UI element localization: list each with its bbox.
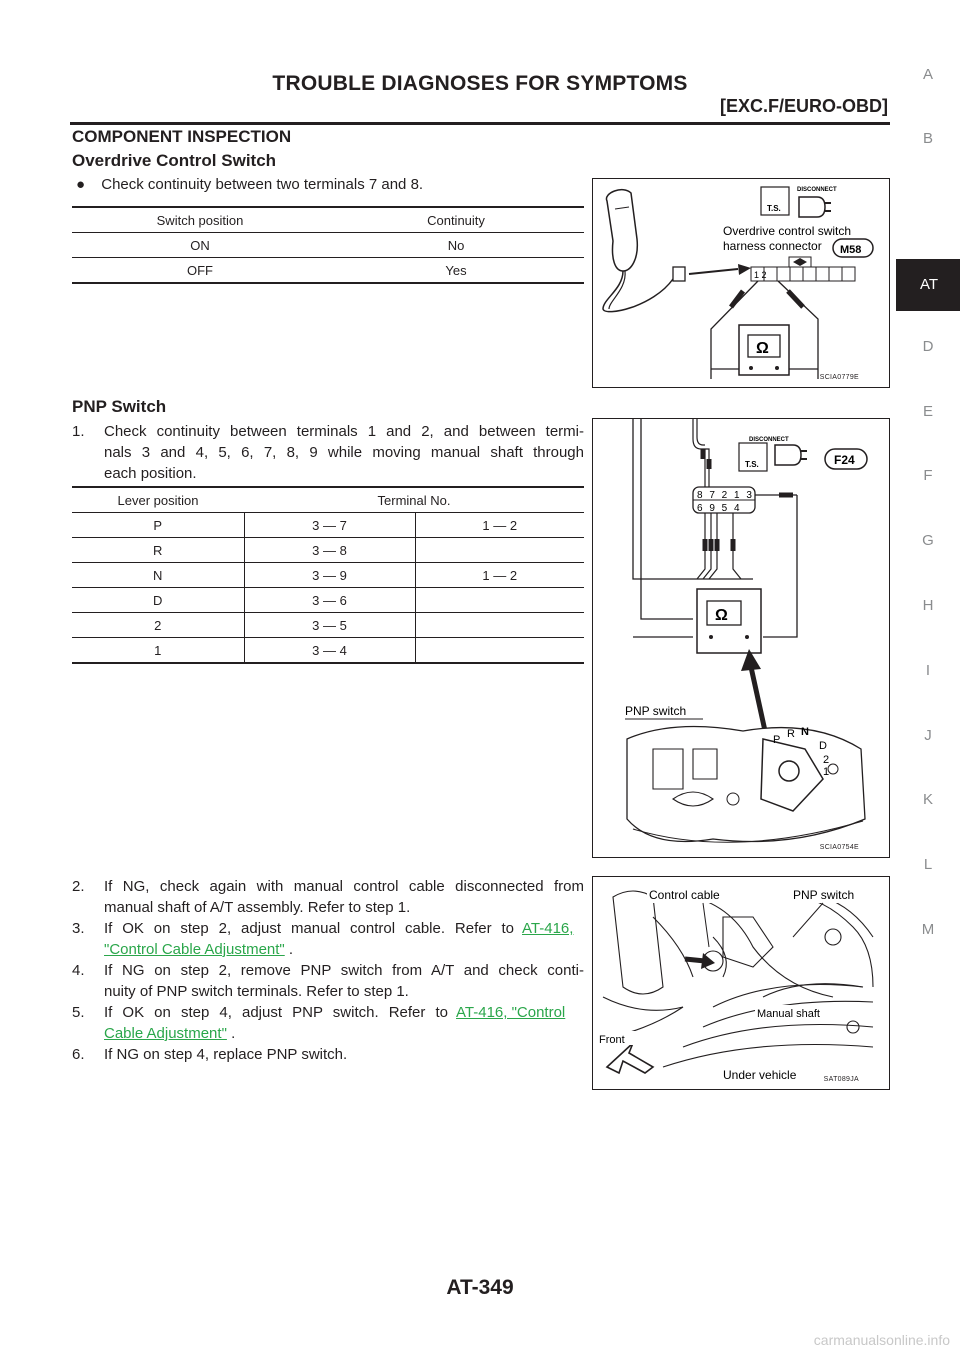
tab-f[interactable]: F	[923, 467, 933, 484]
connector-m58: M58	[840, 244, 862, 256]
tab-d[interactable]: D	[922, 338, 934, 355]
table-cell: 1 — 2	[415, 513, 584, 538]
table-cell: 3 — 8	[244, 538, 415, 563]
table-cell: N	[72, 563, 244, 588]
table-header-lever-position: Lever position	[72, 487, 244, 513]
step-5-number: 5.	[72, 1004, 85, 1021]
table-cell: 3 — 4	[244, 638, 415, 664]
label-under-vehicle: Under vehicle	[723, 1068, 797, 1082]
table-row	[72, 233, 584, 258]
table-cell: R	[72, 538, 244, 563]
step-2-number: 2.	[72, 878, 85, 895]
tab-j[interactable]: J	[924, 727, 932, 744]
step-1-line-1: Check continuity between terminals 1 and 2, and between termi-	[104, 423, 584, 440]
table-cell	[415, 588, 584, 613]
table-cell	[415, 638, 584, 664]
step-5-line-2	[104, 1023, 235, 1044]
pnp-switch-table	[72, 486, 584, 664]
step-5-link-title[interactable]: Cable Adjustment"	[104, 1025, 227, 1042]
table-row	[72, 563, 584, 588]
table-cell: ON	[72, 233, 328, 258]
control-cable-figure	[592, 876, 890, 1090]
table-cell: 2	[72, 613, 244, 638]
od-switch-bullet	[76, 176, 423, 193]
table-row	[72, 258, 584, 284]
label-front: Front	[599, 1034, 625, 1046]
od-switch-diagram	[593, 179, 889, 387]
table-cell: P	[72, 513, 244, 538]
step-1-line-3: each position.	[104, 465, 197, 482]
od-label-2: harness connector	[723, 239, 822, 253]
label-manual-shaft: Manual shaft	[757, 1008, 820, 1020]
step-5-line-1: If OK on step 4, adjust PNP switch. Refer to	[104, 1004, 448, 1021]
step-4-line-2: nuity of PNP switch terminals. Refer to step 1.	[104, 983, 409, 1000]
step-2-line-1: If NG, check again with manual control cable disconnected from	[104, 878, 584, 895]
od-switch-table	[72, 206, 584, 284]
step-3-line-2	[104, 939, 293, 960]
figure-code: SAT089JA	[823, 1076, 859, 1083]
table-cell: No	[328, 233, 584, 258]
table-header-switch-position: Switch position	[72, 207, 328, 233]
pnp-switch-title: PNP Switch	[72, 397, 167, 416]
table-cell: 1	[72, 638, 244, 664]
step-3-tail: .	[284, 941, 294, 958]
tab-b[interactable]: B	[922, 130, 933, 147]
ohm-meter-icon-2: Ω	[715, 607, 728, 624]
table-row	[72, 513, 584, 538]
label-pnp-switch: PNP switch	[793, 888, 855, 902]
pos-p: P	[773, 734, 781, 746]
step-5-tail: .	[226, 1025, 236, 1042]
pins-bottom-row: 6 9 5 4	[697, 503, 742, 514]
table-cell: D	[72, 588, 244, 613]
page-header-subtitle: [EXC.F/EURO-OBD]	[720, 96, 888, 116]
table-row	[72, 538, 584, 563]
section-title: COMPONENT INSPECTION	[72, 127, 292, 146]
pnp-switch-diagram	[593, 419, 889, 857]
table-header-continuity: Continuity	[328, 207, 584, 233]
table-cell: 3 — 5	[244, 613, 415, 638]
pins-top-row: 8 7 2 1 3	[697, 490, 754, 501]
pnp-switch-figure	[592, 418, 890, 858]
step-4-number: 4.	[72, 962, 85, 979]
od-switch-figure	[592, 178, 890, 388]
tab-i[interactable]: I	[925, 662, 931, 679]
table-cell: 3 — 9	[244, 563, 415, 588]
od-switch-title: Overdrive Control Switch	[72, 151, 277, 170]
svg-text:T.S.: T.S.	[767, 204, 781, 213]
label-control-cable: Control cable	[649, 888, 720, 902]
page-header-title: TROUBLE DIAGNOSES FOR SYMPTOMS	[272, 72, 688, 95]
step-1-line-2: nals 3 and 4, 5, 6, 7, 8, 9 while moving manual shaft through	[104, 444, 584, 461]
step-3-number: 3.	[72, 920, 85, 937]
tab-g[interactable]: G	[922, 532, 934, 549]
step-5-link-page[interactable]: AT-416, "Control	[456, 1004, 566, 1021]
step-6-line-1: If NG on step 4, replace PNP switch.	[104, 1046, 348, 1063]
control-cable-diagram	[593, 877, 889, 1089]
watermark: carmanualsonline.info	[813, 1332, 950, 1348]
pos-2: 2	[823, 754, 830, 766]
table-row	[72, 613, 584, 638]
pins-1-2: 1 2	[754, 270, 767, 280]
pos-1: 1	[823, 766, 830, 778]
ohm-meter-icon: Ω	[756, 340, 769, 357]
tab-a[interactable]: A	[922, 66, 933, 83]
table-cell	[415, 613, 584, 638]
tab-at-active[interactable]: AT	[896, 259, 960, 311]
table-header-terminal-no: Terminal No.	[244, 487, 584, 513]
table-cell	[415, 538, 584, 563]
step-6-number: 6.	[72, 1046, 85, 1063]
table-cell: 3 — 7	[244, 513, 415, 538]
step-3-link-page[interactable]: AT-416,	[522, 920, 574, 937]
table-row	[72, 638, 584, 664]
pnp-switch-label: PNP switch	[625, 704, 687, 718]
table-row	[72, 588, 584, 613]
table-cell: Yes	[328, 258, 584, 284]
tab-e[interactable]: E	[922, 403, 933, 420]
step-1-number: 1.	[72, 423, 85, 440]
table-cell: OFF	[72, 258, 328, 284]
tab-h[interactable]: H	[922, 597, 934, 614]
pos-d: D	[819, 740, 827, 752]
figure-code: SCIA0754E	[819, 844, 859, 851]
tab-k[interactable]: K	[922, 791, 933, 808]
pos-n: N	[801, 726, 809, 738]
connector-f24: F24	[834, 453, 855, 467]
svg-text:T.S.: T.S.	[745, 460, 759, 469]
pos-r: R	[787, 728, 795, 740]
step-3-line-1: If OK on step 2, adjust manual control cable. Refer to	[104, 920, 514, 937]
step-2-line-2: manual shaft of A/T assembly. Refer to step 1.	[104, 899, 411, 916]
figure-code: SCIA0779E	[819, 374, 859, 381]
disconnect-label: DISCONNECT	[797, 187, 837, 193]
tab-l[interactable]: L	[923, 856, 933, 873]
disconnect-label-2: DISCONNECT	[749, 437, 789, 443]
page-number: AT-349	[446, 1276, 514, 1299]
step-3-link-title[interactable]: "Control Cable Adjustment"	[104, 941, 285, 958]
tab-m[interactable]: M	[921, 921, 935, 938]
table-cell: 1 — 2	[415, 563, 584, 588]
od-label-1: Overdrive control switch	[723, 224, 852, 238]
bullet-dot: ●	[76, 176, 86, 193]
od-switch-bullet-text: Check continuity between two terminals 7 and 8.	[101, 176, 424, 193]
table-cell: 3 — 6	[244, 588, 415, 613]
step-4-line-1: If NG on step 2, remove PNP switch from A/T and check conti-	[104, 962, 584, 979]
header-rule	[70, 122, 890, 125]
